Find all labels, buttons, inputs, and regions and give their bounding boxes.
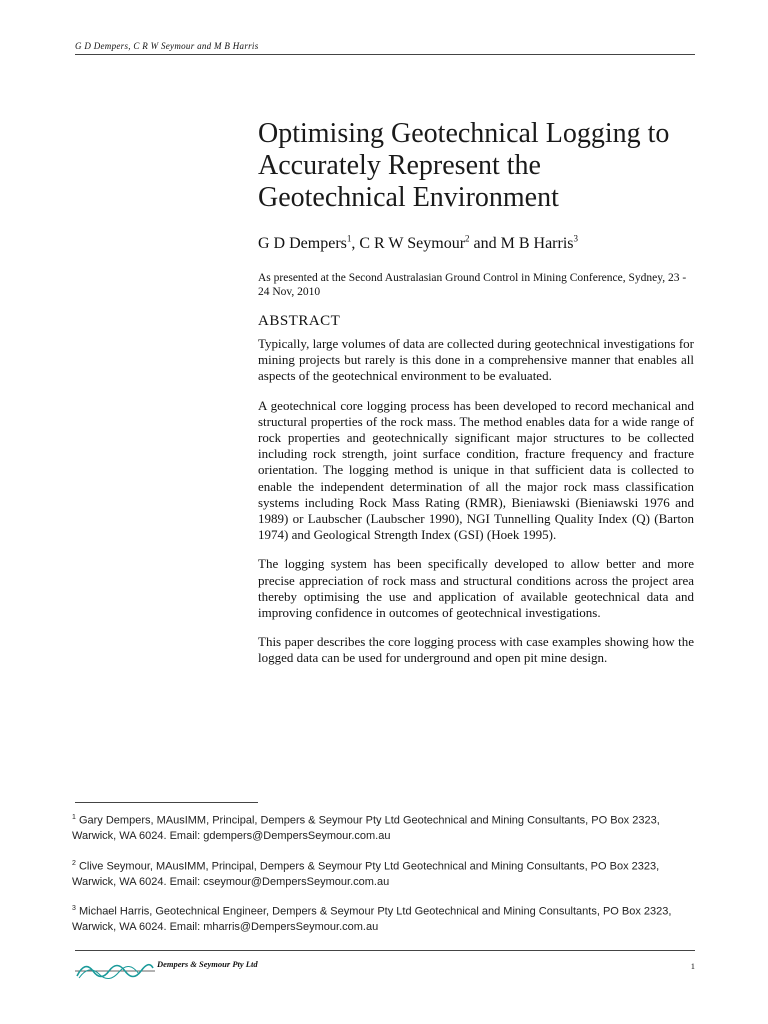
footer-rule <box>75 950 695 951</box>
author-name: G D Dempers <box>258 235 347 252</box>
author-separator: , <box>351 235 360 252</box>
footnote-number: 1 <box>72 814 76 821</box>
author-affiliation-mark: 2 <box>465 233 470 244</box>
running-head-text: G D Dempers, C R W Seymour and M B Harris <box>75 41 259 51</box>
footer-company-name: Dempers & Seymour Pty Ltd <box>157 959 258 969</box>
footnote <box>72 856 690 891</box>
author-name: C R W Seymour <box>359 235 466 252</box>
page-footer <box>75 950 695 990</box>
abstract-heading: ABSTRACT <box>258 313 341 329</box>
presentation-note: As presented at the Second Australasian Ground Control in Mining Conference, Sydney, 23 - 24 Nov, 2010 <box>258 272 687 298</box>
author-line <box>258 235 694 253</box>
abstract-paragraph: This paper describes the core logging process with case examples showing how the logged data can be used for underground and open pit mine design. <box>258 634 694 666</box>
footnote-text: Clive Seymour, MAusIMM, Principal, Dempers & Seymour Pty Ltd Geotechnical and Mining Consultants, PO Box 2323, Warwick, WA 6024. Email: cseymour@DempersSeymour.com.au <box>72 860 660 888</box>
footnote <box>72 810 690 845</box>
abstract-paragraph: Typically, large volumes of data are collected during geotechnical investigations for mining projects but rarely is this done in a comprehensive manner that enables all aspects of the geotechnical environment to be evaluated. <box>258 336 694 384</box>
abstract-paragraph: A geotechnical core logging process has been developed to record mechanical and structural properties of the rock mass. The method enables data for a wide range of rock properties and geotechnically significant major structures to be collected including rock strength, joint surface condition, fracture frequency and fracture orientation. The logging method is unique in that sufficient data is collected to enable the independent determination of all the major rock mass classification systems including Rock Mass Rating (RMR), Bieniawski (Bieniawski 1976 and 1989) or Laubscher (Laubscher 1990), NGI Tunnelling Quality Index (Q) (Barton 1974) and Geological Strength Index (GSI) (Hoek 1995). <box>258 397 694 543</box>
footnote-number: 3 <box>72 905 76 913</box>
abstract-paragraph: The logging system has been specifically developed to allow better and more precise appreciation of rock mass and structural conditions across the project area thereby optimising the use and application of available geotechnical data and improving confidence in outcomes of geotechnical investigations. <box>258 556 694 621</box>
paper-body <box>258 118 694 680</box>
footnote-separator <box>75 802 258 803</box>
page-number: 1 <box>690 961 695 971</box>
footnotes <box>72 810 690 947</box>
running-header <box>75 41 695 55</box>
footnote <box>72 901 690 936</box>
author-affiliation-mark: 1 <box>346 233 352 244</box>
footnote-number: 2 <box>72 859 76 867</box>
footnote-text: Gary Dempers, MAusIMM, Principal, Dempers & Seymour Pty Ltd Geotechnical and Mining Consultants, PO Box 2323, Warwick, WA 6024. Email: gdempers@DempersSeymour.com.au <box>72 814 660 843</box>
footnote-text: Michael Harris, Geotechnical Engineer, Dempers & Seymour Pty Ltd Geotechnical and Mining Consultants, PO Box 2323, Warwick, WA 6024. Email: mharris@DempersSeymour.com.au <box>72 905 672 934</box>
author-separator: and <box>469 235 501 252</box>
wave-logo-icon <box>75 956 155 986</box>
author-name: M B Harris <box>500 235 574 252</box>
author-affiliation-mark: 3 <box>573 233 579 244</box>
paper-title: Optimising Geotechnical Logging to Accurately Represent the Geotechnical Environment <box>258 118 670 213</box>
